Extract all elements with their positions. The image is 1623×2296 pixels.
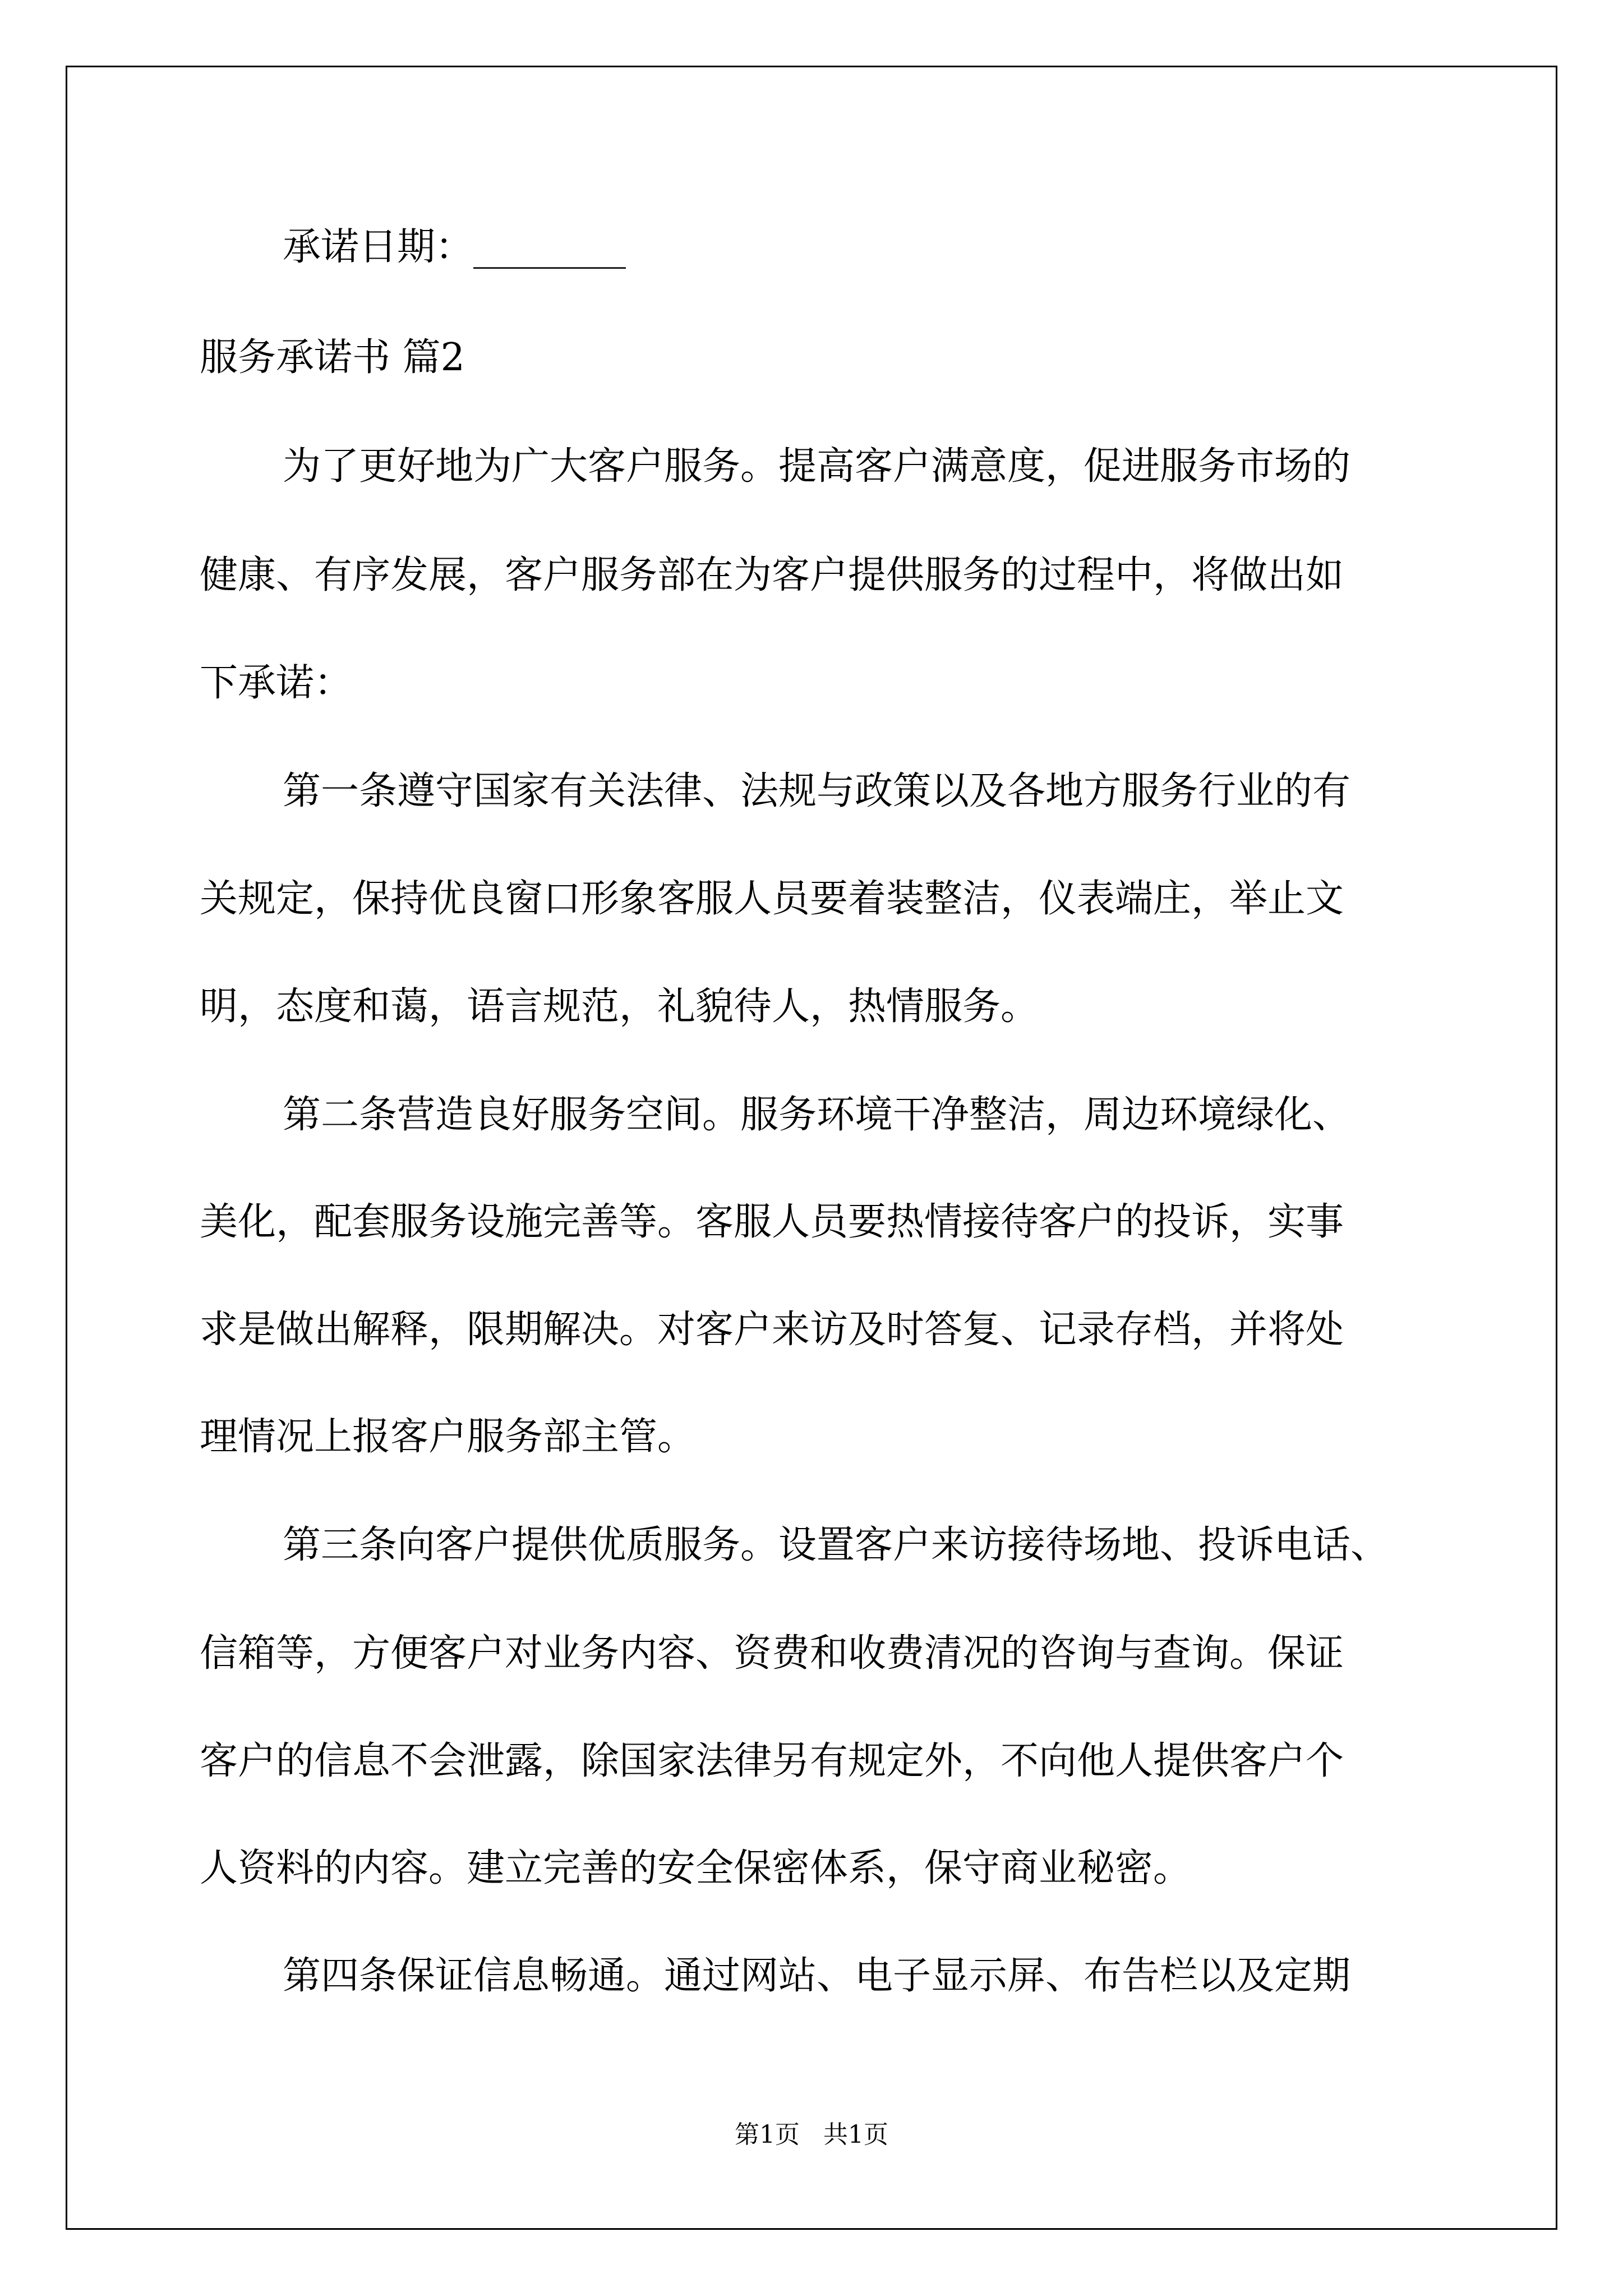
paragraph-line: 第四条保证信息畅通。通过网站、电子显示屏、布告栏以及定期 (283, 1954, 1351, 1998)
paragraph-line: 信箱等，方便客户对业务内容、资费和收费清况的咨询与查询。保证 (200, 1631, 1344, 1676)
paragraph-line: 关规定，保持优良窗口形象客服人员要着装整洁，仪表端庄，举止文 (200, 877, 1344, 921)
page-border (66, 66, 1557, 2230)
paragraph-line: 第三条向客户提供优质服务。设置客户来访接待场地、投诉电话、 (283, 1523, 1389, 1567)
paragraph-line: 美化，配套服务设施完善等。客服人员要热情接待客户的投诉，实事 (200, 1200, 1344, 1244)
paragraph-line: 健康、有序发展，客户服务部在为客户提供服务的过程中，将做出如 (200, 553, 1344, 597)
paragraph-line: 理情况上报客户服务部主管。 (200, 1415, 696, 1459)
paragraph-line: 下承诺： (200, 661, 353, 705)
paragraph-line: 客户的信息不会泄露，除国家法律另有规定外，不向他人提供客户个 (200, 1739, 1344, 1783)
paragraph-line: 人资料的内容。建立完善的安全保密体系，保守商业秘密。 (200, 1846, 1192, 1890)
paragraph-line: 明，态度和蔼，语言规范，礼貌待人，热情服务。 (200, 984, 1039, 1029)
paragraph-line: 求是做出解释，限期解决。对客户来访及时答复、记录存档，并将处 (200, 1308, 1344, 1352)
section-heading: 服务承诺书 篇2 (200, 335, 465, 380)
paragraph-line: 第二条营造良好服务空间。服务环境干净整洁，周边环境绿化、 (283, 1093, 1351, 1137)
commitment-date-line: 承诺日期：________ (283, 225, 626, 269)
paragraph-line: 第一条遵守国家有关法律、法规与政策以及各地方服务行业的有 (283, 769, 1351, 813)
page-footer: 第1页 共1页 (735, 2120, 888, 2149)
paragraph-line: 为了更好地为广大客户服务。提高客户满意度，促进服务市场的 (283, 444, 1351, 489)
